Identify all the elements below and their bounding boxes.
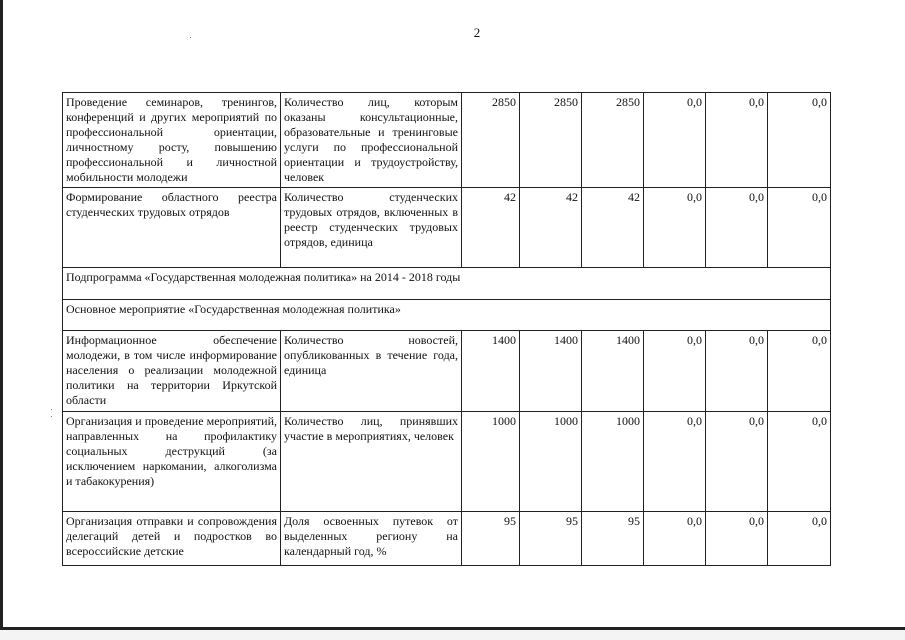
value-cell: 0,0 [644, 331, 706, 412]
page-number: 2 [473, 25, 481, 40]
value-cell: 0,0 [706, 331, 768, 412]
indicator-cell: Количество новостей, опубликованных в течение года, единица [281, 331, 462, 412]
activity-cell: Формирование областного реестра студенческих трудовых отрядов [63, 188, 281, 268]
value-cell: 1400 [520, 331, 582, 412]
scan-speck [51, 409, 52, 410]
indicator-cell: Количество лиц, принявших участие в мероприятиях, человек [281, 412, 462, 512]
value-cell: 1400 [582, 331, 644, 412]
table-row [63, 512, 831, 566]
value-cell: 2850 [582, 93, 644, 188]
activity-cell: Информационное обеспечение молодежи, в том числе информирование населения о реализации молодежной политики на территории Иркутской области [63, 331, 281, 412]
table-row [63, 93, 831, 188]
subprogram-title: Подпрограмма «Государственная молодежная политика» на 2014 - 2018 годы [63, 268, 831, 300]
value-cell: 1000 [462, 412, 520, 512]
section-row [63, 300, 831, 331]
scan-speck [51, 416, 52, 417]
table-row [63, 188, 831, 268]
value-cell: 42 [582, 188, 644, 268]
activity-cell: Организация отправки и сопровождения делегаций детей и подростков во всероссийские детские [63, 512, 281, 566]
value-cell: 0,0 [768, 188, 831, 268]
value-cell: 42 [462, 188, 520, 268]
value-cell: 0,0 [706, 93, 768, 188]
scan-shadow [0, 630, 905, 640]
value-cell: 0,0 [644, 93, 706, 188]
main-activity-title: Основное мероприятие «Государственная молодежная политика» [63, 300, 831, 331]
scan-speck [190, 37, 191, 38]
activity-cell: Проведение семинаров, тренингов, конференций и других мероприятий по профессиональной ориентации, личностному росту, повышению профессиональной и личностной мобильности молодежи [63, 93, 281, 188]
table-row [63, 331, 831, 412]
value-cell: 0,0 [768, 412, 831, 512]
indicator-cell: Количество лиц, которым оказаны консультационные, образовательные и тренинговые услуги по профессиональной ориентации и трудоустройству, человек [281, 93, 462, 188]
value-cell: 1000 [520, 412, 582, 512]
value-cell: 0,0 [706, 188, 768, 268]
value-cell: 0,0 [644, 412, 706, 512]
value-cell: 95 [520, 512, 582, 566]
indicators-table [62, 92, 831, 566]
value-cell: 2850 [520, 93, 582, 188]
value-cell: 0,0 [768, 512, 831, 566]
indicator-cell: Количество студенческих трудовых отрядов, включенных в реестр студенческих трудовых отрядов, единица [281, 188, 462, 268]
value-cell: 2850 [462, 93, 520, 188]
value-cell: 0,0 [644, 188, 706, 268]
value-cell: 0,0 [706, 412, 768, 512]
value-cell: 0,0 [706, 512, 768, 566]
value-cell: 95 [582, 512, 644, 566]
value-cell: 1400 [462, 331, 520, 412]
indicator-cell: Доля освоенных путевок от выделенных региону на календарный год, % [281, 512, 462, 566]
value-cell: 95 [462, 512, 520, 566]
value-cell: 0,0 [768, 93, 831, 188]
activity-cell: Организация и проведение мероприятий, направленных на профилактику социальных деструкций (за исключением наркомании, алкоголизма и табакокурения) [63, 412, 281, 512]
scan-edge-left [0, 0, 3, 640]
table-row [63, 412, 831, 512]
value-cell: 42 [520, 188, 582, 268]
value-cell: 1000 [582, 412, 644, 512]
section-row [63, 268, 831, 300]
value-cell: 0,0 [644, 512, 706, 566]
value-cell: 0,0 [768, 331, 831, 412]
